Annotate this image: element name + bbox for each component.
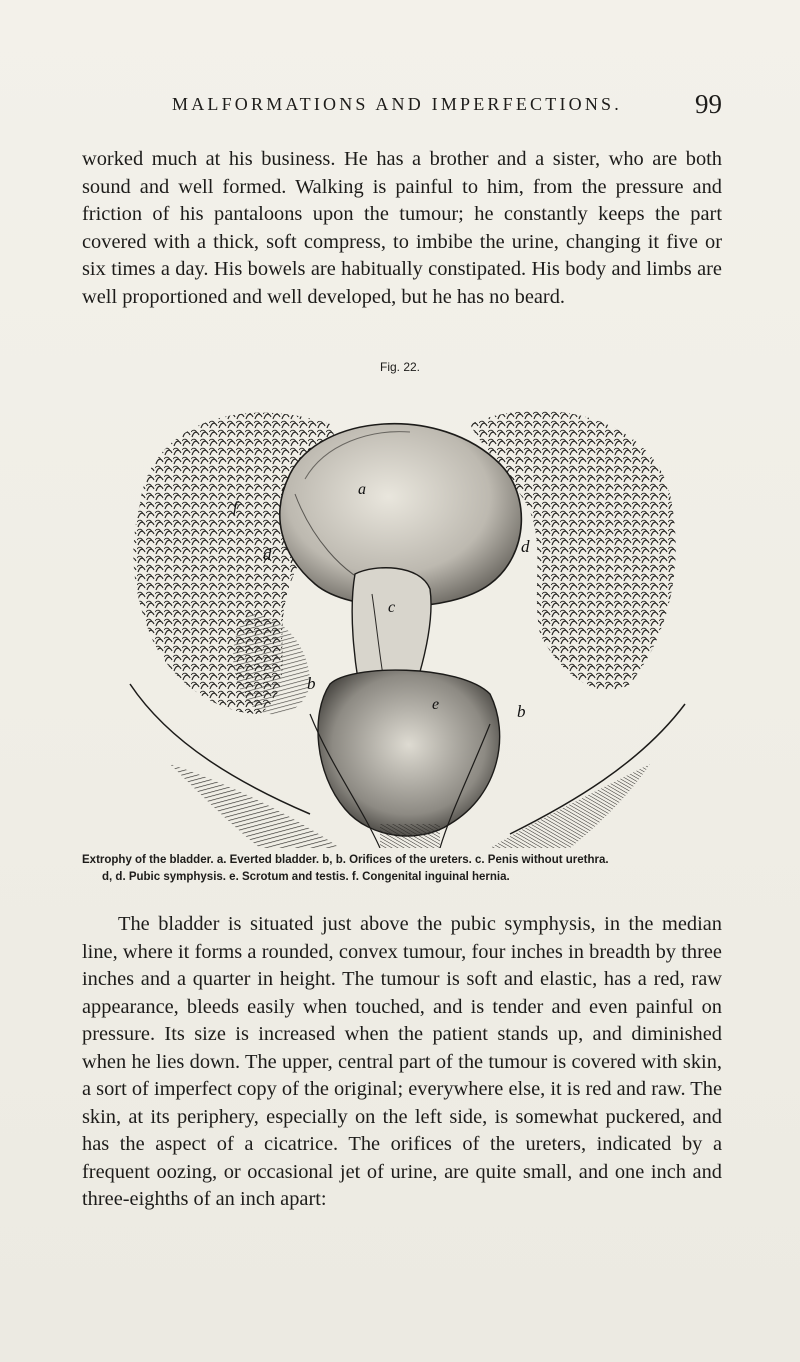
caption-line-2: d, d. Pubic symphysis. e. Scrotum and testis. f. Congenital inguinal hernia. bbox=[102, 871, 510, 883]
paragraph-bottom: The bladder is situated just above the pubic symphysis, in the median line, where it forms a rounded, convex tumour, four inches in breadth by three inches and a quarter in height. The tumour is soft and elastic, has a red, raw appearance, bleeds easily when touched, and is tender and even painful on pressure. Its size is increased when the patient stands up, and diminished when he lies down. The upper, central part of the tumour is covered with skin, a sort of imperfect copy of the original; everywhere else, it is red and raw. The skin, at its periphery, especially on the left side, is somewhat puckered, and has the aspect of a cicatrice. The orifices of the ureters, indicated by a frequent oozing, or occasional jet of urine, are quite small, and one inch and three-eighths of an inch apart: bbox=[82, 913, 722, 1210]
paragraph-top: worked much at his business. He has a brother and a sister, who are both sound and well formed. Walking is painful to him, from the pressure and friction of his pantaloons upon the tumour; he constantly keeps the part covered with a thick, soft compress, to imbibe the urine, changing it five or six times a day. His bowels are habitually constipated. His body and limbs are well proportioned and well developed, but he has no beard. bbox=[82, 148, 722, 308]
label-d-left: d bbox=[263, 545, 272, 564]
label-b-right: b bbox=[517, 702, 526, 721]
label-c: c bbox=[388, 599, 396, 616]
running-title: MALFORMATIONS AND IMPERFECTIONS. bbox=[172, 94, 622, 114]
anatomical-illustration bbox=[110, 384, 690, 848]
label-b-left: b bbox=[307, 674, 316, 693]
label-e: e bbox=[432, 696, 440, 713]
page-number: 99 bbox=[695, 89, 722, 119]
running-head bbox=[82, 89, 722, 122]
label-d-right: d bbox=[521, 537, 530, 556]
label-f: f bbox=[233, 499, 238, 516]
figure-label: Fig. 22. bbox=[379, 360, 421, 374]
caption-line-1: Extrophy of the bladder. a. Everted bladder. b, b. Orifices of the ureters. c. Penis without urethra. bbox=[82, 854, 609, 866]
illustration-drawing bbox=[110, 384, 690, 848]
figure-caption bbox=[82, 852, 722, 886]
label-a: a bbox=[358, 481, 366, 498]
